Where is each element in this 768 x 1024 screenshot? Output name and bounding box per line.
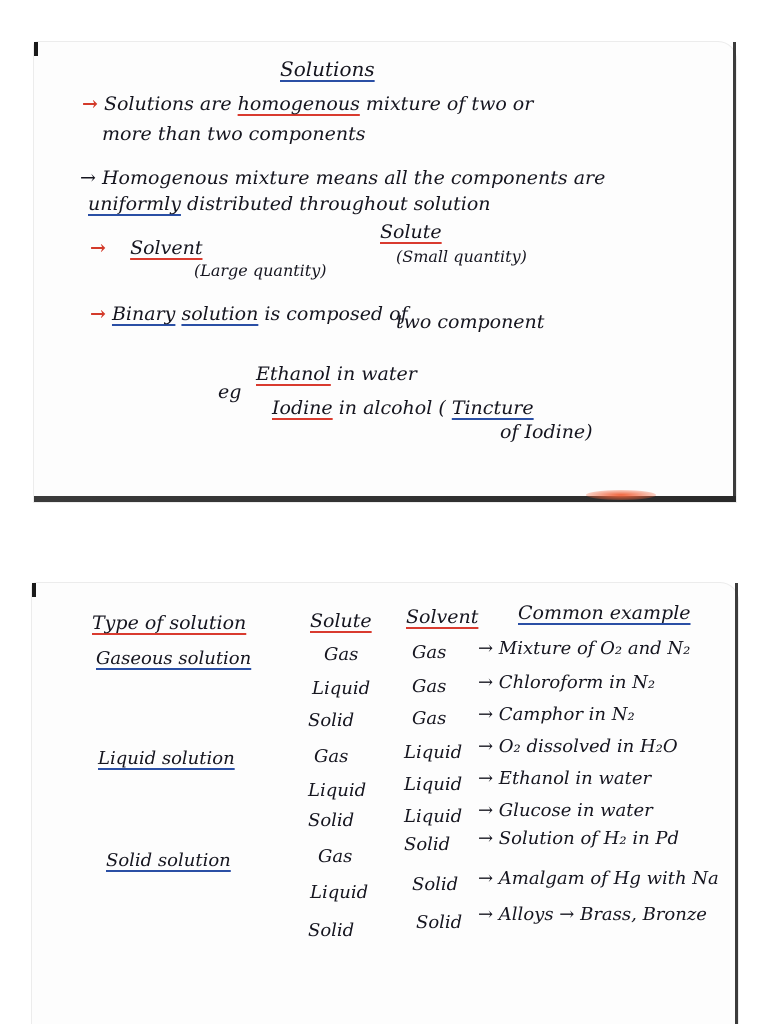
notes-page-1 xyxy=(34,42,736,502)
cell-solvent: Liquid xyxy=(404,774,463,795)
arrow-icon: → xyxy=(82,93,98,115)
cell-solvent: Gas xyxy=(412,676,447,697)
note-line-3: → Homogenous mixture means all the components are xyxy=(80,167,606,189)
cell-solvent: Solid xyxy=(412,874,459,895)
solute-note: (Small quantity) xyxy=(396,247,527,266)
cell-solvent: Solid xyxy=(416,912,463,933)
cell-solute: Gas xyxy=(314,746,349,767)
cell-example: → Solution of H₂ in Pd xyxy=(478,828,680,849)
example-2-continued: of Iodine) xyxy=(500,421,593,443)
cell-solute: Solid xyxy=(308,810,355,831)
cell-solute: Liquid xyxy=(308,780,367,801)
text-fragment: Iodine xyxy=(272,397,333,419)
page-edge xyxy=(733,42,736,502)
example-2 xyxy=(272,398,534,419)
cell-solvent: Liquid xyxy=(404,806,463,827)
header-common-example: Common example xyxy=(518,602,691,624)
text-fragment: Solutions are xyxy=(103,93,232,115)
cell-example: → Chloroform in N₂ xyxy=(478,672,656,693)
text-fragment: in alcohol ( xyxy=(338,397,446,419)
eg-label: eg xyxy=(218,381,242,403)
ink-smudge xyxy=(586,490,656,500)
text-fragment: is composed of xyxy=(264,303,408,325)
cell-solvent: Gas xyxy=(412,642,447,663)
cell-example: → Mixture of O₂ and N₂ xyxy=(478,638,691,659)
note-line-4 xyxy=(88,194,491,215)
cell-example: → O₂ dissolved in H₂O xyxy=(478,736,678,757)
cell-example: → Alloys → Brass, Bronze xyxy=(478,904,707,925)
cell-example: → Glucose in water xyxy=(478,800,653,821)
text-fragment: mixture of two or xyxy=(365,93,534,115)
cell-solute: Liquid xyxy=(312,678,371,699)
cell-solute: Solid xyxy=(308,710,355,731)
notes-page-2 xyxy=(32,583,738,1024)
type-gaseous-solution: Gaseous solution xyxy=(96,648,252,669)
header-type-of-solution: Type of solution xyxy=(92,612,247,634)
arrow-icon: → xyxy=(90,303,106,325)
cell-solute: Solid xyxy=(308,920,355,941)
text-fragment: homogenous xyxy=(237,93,360,115)
page-corner-mark xyxy=(32,583,36,597)
solute-label: Solute xyxy=(380,221,442,243)
text-fragment: Tincture xyxy=(451,397,534,419)
text-fragment: in water xyxy=(336,363,417,385)
text-fragment: solution xyxy=(181,303,259,325)
text-fragment: Binary xyxy=(111,303,176,325)
type-solid-solution: Solid solution xyxy=(106,850,231,871)
binary-line-2: two component xyxy=(396,311,545,333)
header-solvent: Solvent xyxy=(406,606,479,628)
cell-example: → Camphor in N₂ xyxy=(478,704,635,725)
page-corner-mark xyxy=(34,42,38,56)
cell-solute: Liquid xyxy=(310,882,369,903)
text-fragment: distributed throughout solution xyxy=(186,193,491,215)
solvent-line xyxy=(90,238,202,259)
text-fragment: Solvent xyxy=(130,237,203,259)
text-fragment: uniformly xyxy=(88,193,181,215)
cell-solvent: Liquid xyxy=(404,742,463,763)
header-solute: Solute xyxy=(310,610,372,632)
type-liquid-solution: Liquid solution xyxy=(98,748,235,769)
example-1 xyxy=(256,364,417,385)
note-line-1 xyxy=(82,94,533,115)
arrow-icon: → xyxy=(90,237,106,259)
note-line-2: more than two components xyxy=(102,123,366,145)
cell-solvent: Gas xyxy=(412,708,447,729)
cell-example: → Ethanol in water xyxy=(478,768,652,789)
text-fragment: Ethanol xyxy=(256,363,331,385)
cell-solvent: Solid xyxy=(404,834,451,855)
cell-example: → Amalgam of Hg with Na xyxy=(478,868,719,889)
solvent-note: (Large quantity) xyxy=(194,261,327,280)
binary-line xyxy=(90,304,408,325)
cell-solute: Gas xyxy=(324,644,359,665)
page-edge xyxy=(735,583,738,1024)
page-title: Solutions xyxy=(280,57,375,81)
cell-solute: Gas xyxy=(318,846,353,867)
